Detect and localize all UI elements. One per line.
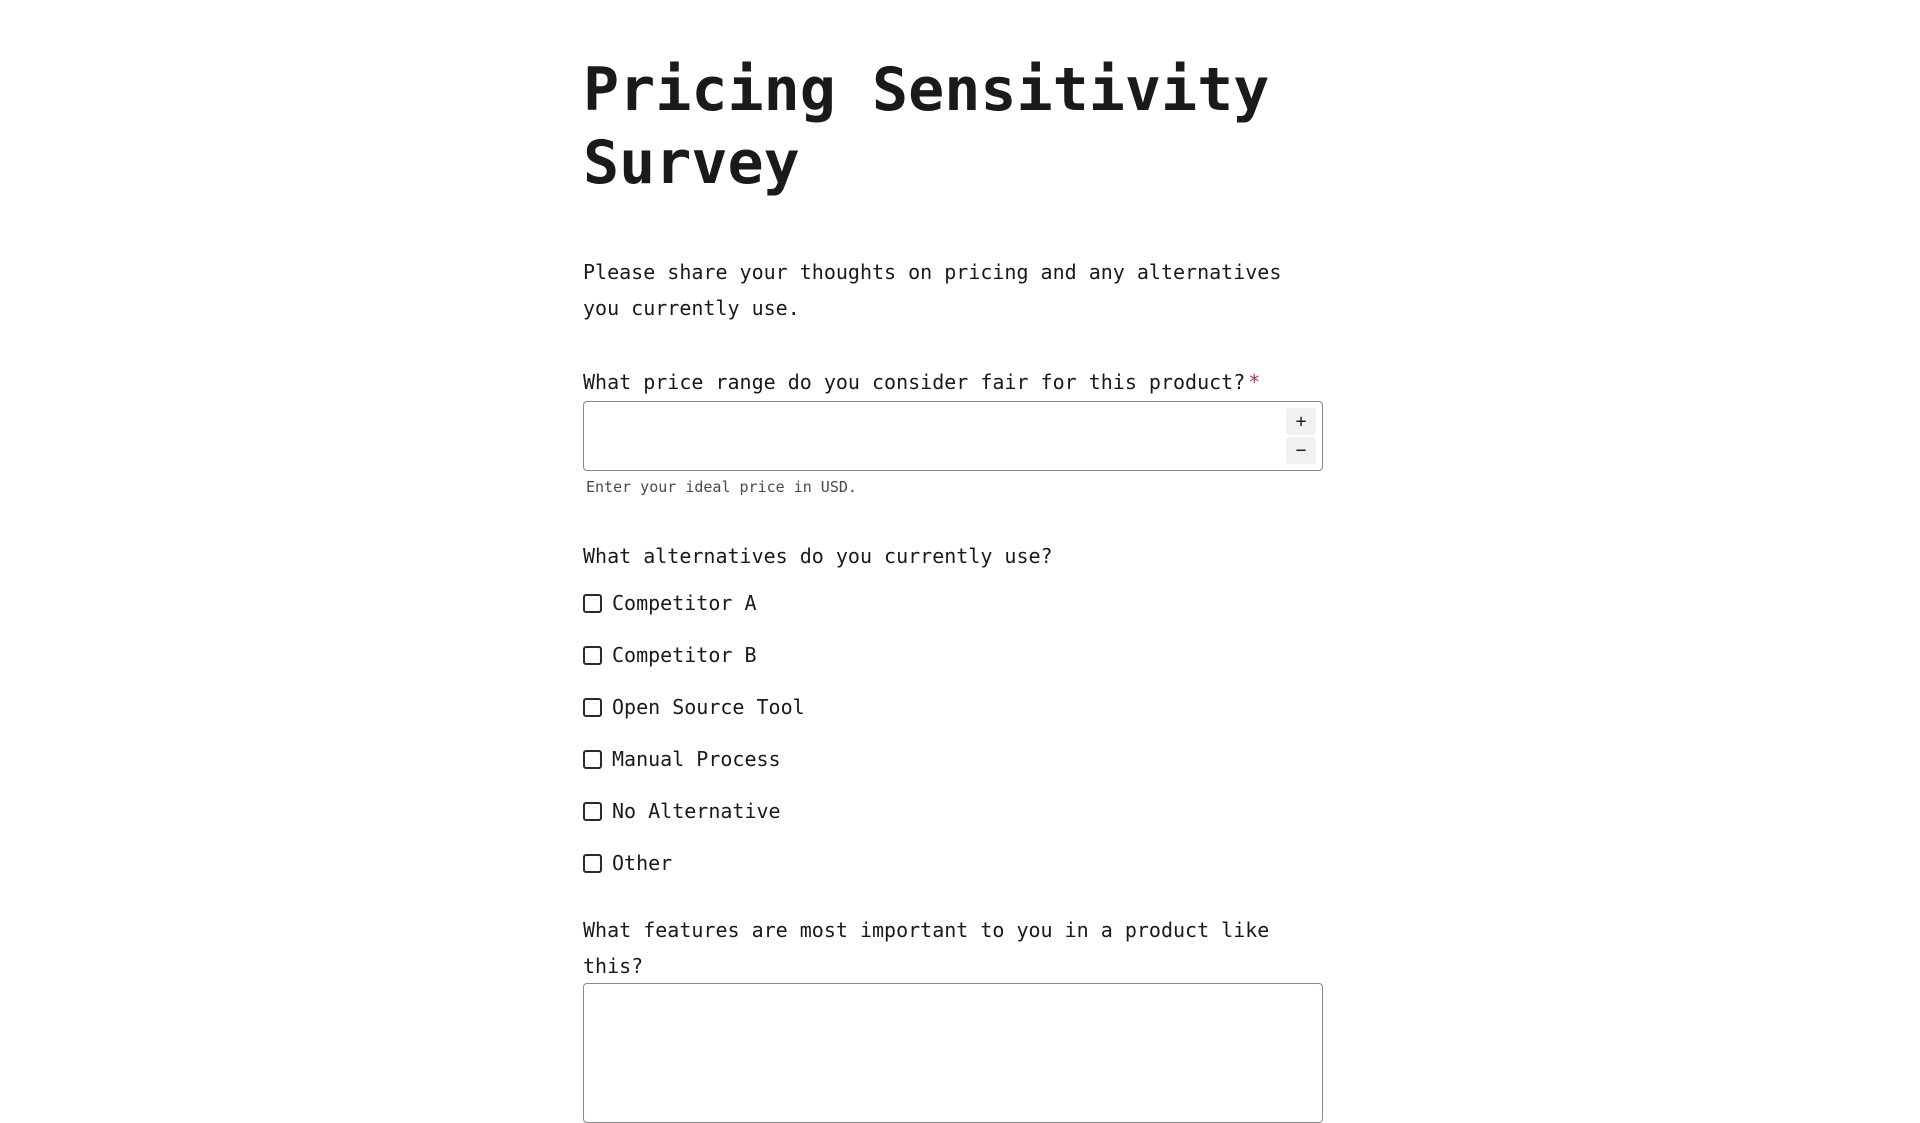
price-question-text: What price range do you consider fair for this product? — [583, 370, 1246, 394]
alternatives-options — [583, 577, 1325, 889]
alternative-option[interactable] — [583, 629, 1325, 681]
price-stepper — [1286, 408, 1316, 464]
checkbox[interactable] — [583, 750, 602, 769]
alternative-option[interactable] — [583, 681, 1325, 733]
alternative-option[interactable] — [583, 733, 1325, 785]
price-help-text: Enter your ideal price in USD. — [586, 478, 857, 496]
option-label[interactable]: Other — [612, 851, 673, 875]
price-question-label — [583, 364, 1325, 400]
features-question-label: What features are most important to you in a product like this? — [583, 918, 1270, 978]
alternatives-question-label: What alternatives do you currently use? — [583, 544, 1053, 568]
required-marker: * — [1248, 370, 1261, 394]
checkbox[interactable] — [583, 854, 602, 873]
option-label[interactable]: No Alternative — [612, 799, 781, 823]
alternative-option[interactable] — [583, 785, 1325, 837]
increment-button[interactable]: + — [1286, 408, 1316, 435]
option-label[interactable]: Manual Process — [612, 747, 781, 771]
option-label[interactable]: Open Source Tool — [612, 695, 805, 719]
price-input[interactable] — [584, 402, 1272, 468]
decrement-button[interactable]: − — [1286, 437, 1316, 464]
features-textarea[interactable] — [583, 983, 1323, 1123]
alternative-option[interactable] — [583, 837, 1325, 889]
checkbox[interactable] — [583, 646, 602, 665]
page-title: Pricing Sensitivity Survey — [583, 55, 1270, 198]
alternative-option[interactable] — [583, 577, 1325, 629]
checkbox[interactable] — [583, 594, 602, 613]
checkbox[interactable] — [583, 698, 602, 717]
price-number-field — [583, 401, 1323, 471]
option-label[interactable]: Competitor B — [612, 643, 757, 667]
option-label[interactable]: Competitor A — [612, 591, 757, 615]
checkbox[interactable] — [583, 802, 602, 821]
survey-intro: Please share your thoughts on pricing and any alternatives you currently use. — [583, 260, 1282, 320]
